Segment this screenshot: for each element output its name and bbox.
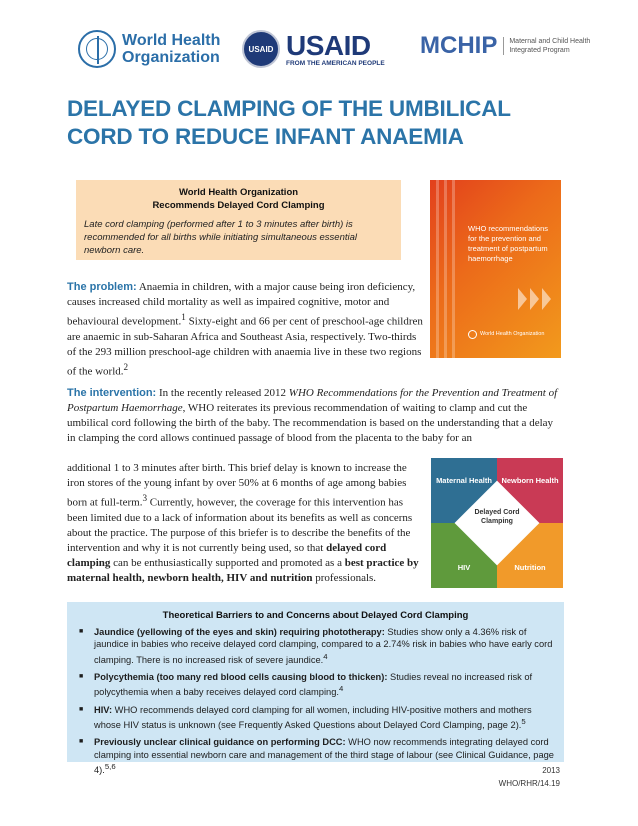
footnote-ref: 3: [142, 493, 148, 503]
list-item: [77, 626, 554, 666]
barriers-list: [77, 626, 554, 776]
intervention-paragraph: [67, 386, 564, 446]
intervention-paragraph-continued: [67, 461, 423, 586]
barrier-heading: Previously unclear clinical guidance on performing DCC:: [94, 737, 346, 748]
callout-heading: [76, 180, 401, 212]
intervention-lead: The intervention:: [67, 387, 157, 399]
intervention-text: professionals.: [312, 571, 377, 584]
footnote-ref: 2: [123, 361, 129, 372]
usaid-wordmark: USAID: [286, 29, 371, 61]
intervention-text: , WHO reiterates its previous recommendation of waiting to clamp and cut the umbilical cord following the birth of the baby. The recommendation is based on the understanding that a delay in clamping the cord allows continued passage of blood from the placenta to the baby for an: [67, 402, 554, 444]
quadrant-nutrition: Nutrition: [497, 523, 563, 588]
who-emblem-icon: [468, 330, 477, 339]
usaid-seal-text: USAID: [248, 44, 274, 54]
list-item: [77, 736, 554, 776]
barrier-heading: Polycythemia (too many red blood cells causing blood to thicken):: [94, 671, 388, 682]
who-logo: [78, 30, 220, 68]
callout-heading-line2: Recommends Delayed Cord Clamping: [152, 200, 325, 211]
cover-publisher-text: World Health Organization: [480, 331, 545, 337]
who-emblem-icon: [78, 30, 116, 68]
barrier-heading: HIV:: [94, 704, 113, 715]
intervention-text: In the recently released 2012: [156, 387, 289, 399]
dcc-quadrant-diagram: [431, 458, 563, 589]
report-title-reference: WHO Recommendations for the Prevention and Treatment of Postpartum Haemorrhage: [67, 387, 558, 414]
intervention-text: can be enthusiastically supported and promoted as a: [110, 556, 345, 569]
footer-document-code: WHO/RHR/14.19: [498, 779, 560, 788]
list-item: [77, 671, 554, 699]
footnote-ref: 5: [521, 716, 526, 726]
barrier-text: Studies reveal no increased risk of polycythemia when a baby receives delayed cord clamping.: [94, 671, 533, 698]
barrier-text: WHO recommends delayed cord clamping for all women, including HIV-positive mothers and mothers whose HIV status is unknown (see Frequently Asked Questions about Delayed Cord Clamping, page 2).: [94, 704, 532, 731]
usaid-logo: [242, 30, 385, 68]
list-item: [77, 704, 554, 732]
footer-year: 2013: [542, 766, 560, 775]
intervention-text: additional 1 to 3 minutes after birth. This brief delay is known to increase the iron stores of the young infant by over 50% at 6 months of age among babies born at full-term.: [67, 462, 407, 509]
cover-stripe: [444, 180, 447, 358]
recommendation-callout: [76, 180, 401, 260]
intervention-emphasis: delayed cord clamping: [67, 541, 387, 569]
who-logo-line2: Organization: [122, 49, 220, 66]
mchip-logo: [420, 32, 599, 60]
problem-lead: The problem:: [67, 281, 137, 293]
who-logo-text: [122, 32, 220, 66]
barrier-text: Studies show only a 4.36% risk of jaundice in babies who receive delayed cord clamping, compared to a 2.74% risk in babies who have early cord clamping. There is no increased risk of severe jaundice.: [94, 627, 553, 665]
who-logo-line1: World Health: [122, 32, 221, 49]
usaid-tagline: FROM THE AMERICAN PEOPLE: [286, 59, 385, 67]
mchip-wordmark: MCHIP: [420, 32, 498, 59]
footnote-ref: 4: [323, 651, 328, 661]
usaid-logo-text: [286, 29, 385, 67]
footnote-ref: 1: [181, 312, 186, 322]
barrier-heading: Jaundice (yellowing of the eyes and skin) requiring phototherapy:: [94, 627, 385, 637]
arrow-icon: [518, 288, 527, 310]
barriers-title: Theoretical Barriers to and Concerns about Delayed Cord Clamping: [162, 610, 469, 621]
center-label: Delayed Cord Clamping: [474, 509, 520, 525]
page-title: [67, 95, 547, 151]
page-title-line2: CORD TO REDUCE INFANT ANAEMIA: [67, 124, 464, 149]
arrow-icon: [542, 288, 551, 310]
usaid-seal-icon: [242, 30, 280, 68]
arrow-icon: [530, 288, 539, 310]
cover-stripe: [436, 180, 439, 358]
footnote-ref: 5,6: [104, 761, 116, 771]
footnote-ref: 4: [338, 684, 344, 694]
cover-stripe: [452, 180, 455, 358]
quadrant-maternal-health: Maternal Health: [431, 458, 497, 523]
callout-body: Late cord clamping (performed after 1 to 3 minutes after birth) is recommended for all births while initiating simultaneous essential newborn care.: [84, 219, 357, 256]
intervention-emphasis: best practice by maternal health, newborn health, HIV and nutrition: [67, 556, 419, 584]
cover-title: WHO recommendations for the prevention and treatment of postpartum haemorrhage: [468, 224, 549, 263]
intervention-text: Currently, however, the coverage for this intervention has been limited due to a lack of information about its benefits as well as concerns about the practice. The purpose of this briefer is to describe the benefits of the intervention and why it is not currently being used, so that: [67, 496, 413, 554]
quadrant-newborn-health: Newborn Health: [497, 458, 563, 523]
problem-text: Anaemia in children, with a major cause being iron deficiency, causes increased child mortality as well as impaired cognitive, motor and behavioural development.: [67, 281, 416, 328]
quadrant-hiv: HIV: [431, 523, 497, 588]
problem-text: Sixty-eight and 66 per cent of preschool-age children are anaemic in sub-Saharan Africa and Southeast Asia, respectively. Two-thirds of the 293 million preschool-age children with anaemia live in these two regions of the world.: [67, 315, 423, 378]
problem-paragraph: [67, 280, 424, 379]
barrier-text: WHO now recommends integrating delayed cord clamping into essential newborn care and management of the third stage of labour (see Clinical Guidance, page 4).: [94, 737, 554, 776]
page-title-line1: DELAYED CLAMPING OF THE UMBILICAL: [67, 96, 511, 121]
callout-heading-line1: World Health Organization: [178, 187, 299, 198]
mchip-description: Maternal and Child Health Integrated Program: [503, 37, 599, 55]
report-cover-image: [430, 180, 561, 358]
document-footer: [499, 764, 560, 790]
cover-publisher: [468, 330, 544, 339]
